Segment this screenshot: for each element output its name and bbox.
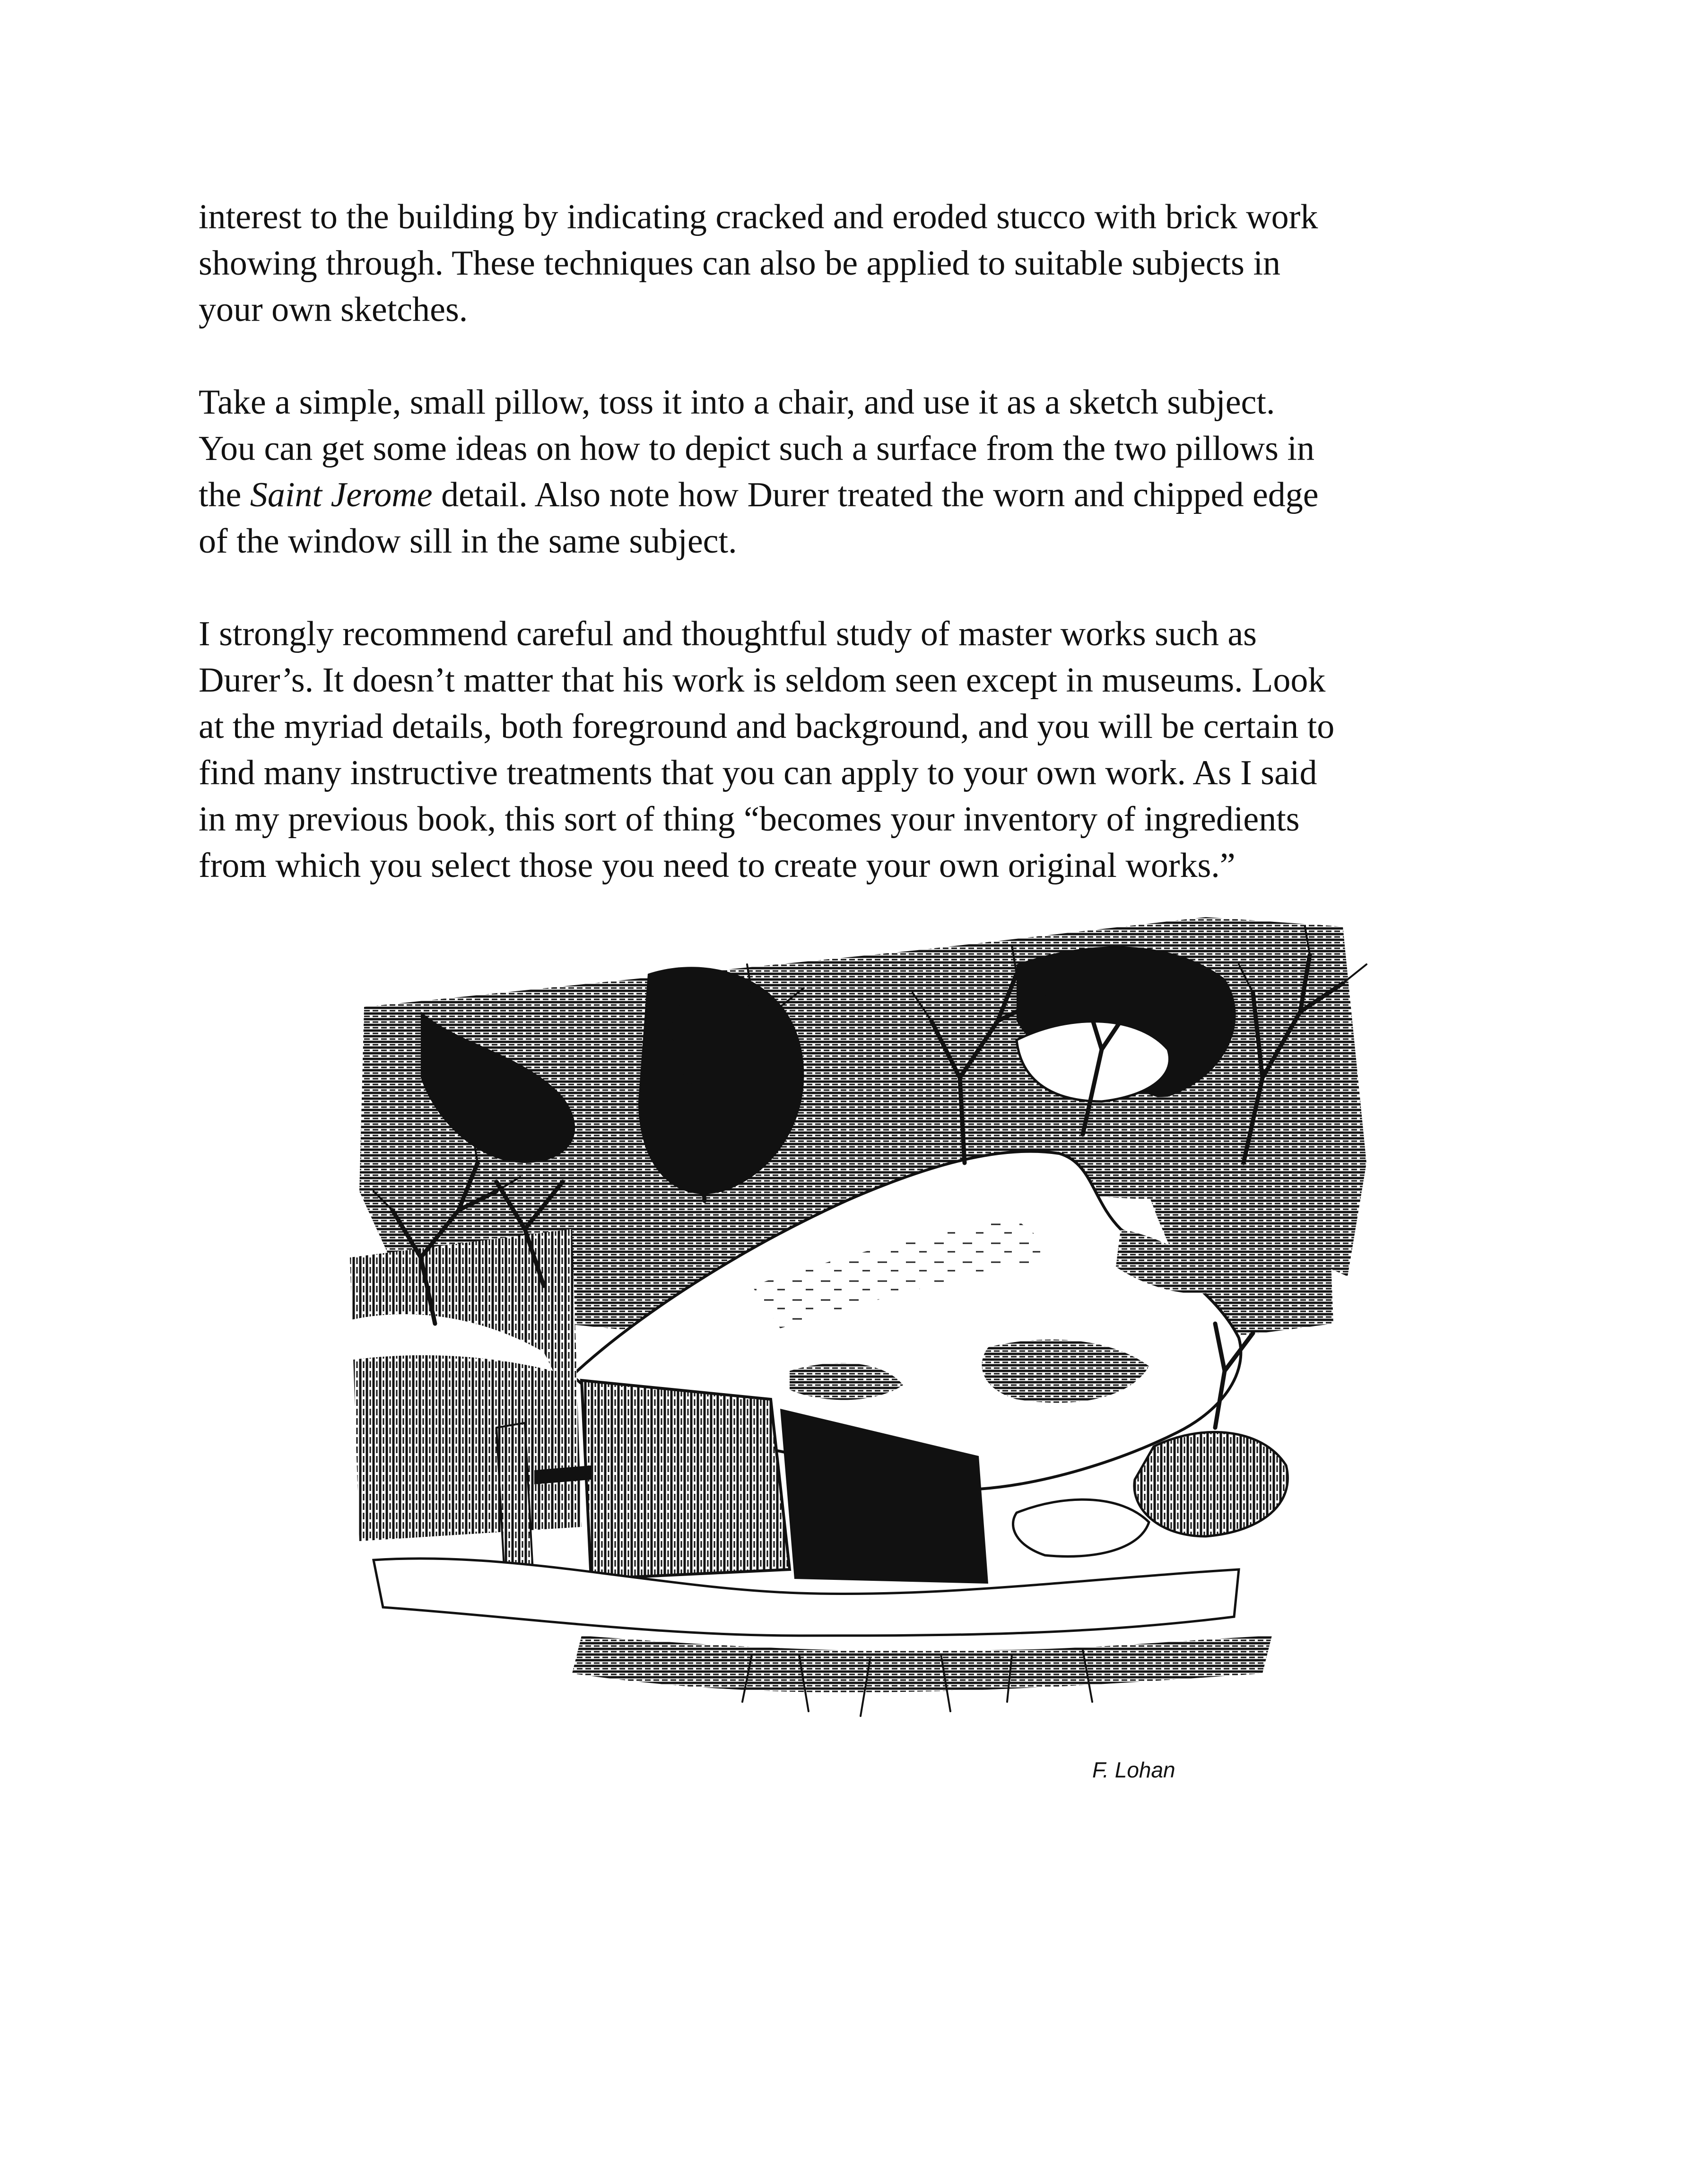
text-line: You can get some ideas on how to depict such a surface from the two pillows in: [199, 429, 1315, 468]
text-line: Take a simple, small pillow, toss it into a chair, and use it as a sketch subject.: [199, 383, 1275, 422]
text-line: Durer’s. It doesn’t matter that his work is seldom seen except in museums. Look: [199, 661, 1326, 700]
foreground-brush: [572, 1636, 1272, 1692]
text-line: interest to the building by indicating cracked and eroded stucco with brick work: [199, 198, 1318, 236]
paragraph-1: [199, 194, 1523, 333]
mound-snow-right: [1013, 1499, 1149, 1556]
body-text: [199, 194, 1523, 935]
paragraph-3: [199, 611, 1523, 889]
text-line: find many instructive treatments that you can apply to your own work. As I said: [199, 754, 1317, 792]
text-line: from which you select those you need to create your own original works.”: [199, 846, 1236, 885]
illustration-svg: [279, 898, 1428, 1825]
text-line: showing through. These techniques can also be applied to suitable subjects in: [199, 244, 1281, 283]
text-line-with-title: [199, 472, 1523, 518]
artist-signature: F. Lohan: [1092, 1758, 1175, 1782]
left-fence-grass: [350, 1229, 582, 1541]
text-line: in my previous book, this sort of thing “becomes your inventory of ingredients: [199, 800, 1300, 839]
paragraph-2: [199, 379, 1523, 564]
text-line: your own sketches.: [199, 290, 468, 329]
artwork-title: Saint Jerome: [250, 476, 433, 514]
snowy-shed-pen-illustration: [279, 898, 1428, 1825]
text-line: of the window sill in the same subject.: [199, 522, 737, 561]
text-fragment: the: [199, 476, 250, 514]
text-line: I strongly recommend careful and thoughtful study of master works such as: [199, 615, 1257, 653]
bush-right: [1134, 1432, 1288, 1536]
text-line: at the myriad details, both foreground and background, and you will be certain to: [199, 707, 1335, 746]
shed-wall: [582, 1380, 790, 1579]
text-fragment: detail. Also note how Durer treated the worn and chipped edge: [432, 476, 1319, 514]
